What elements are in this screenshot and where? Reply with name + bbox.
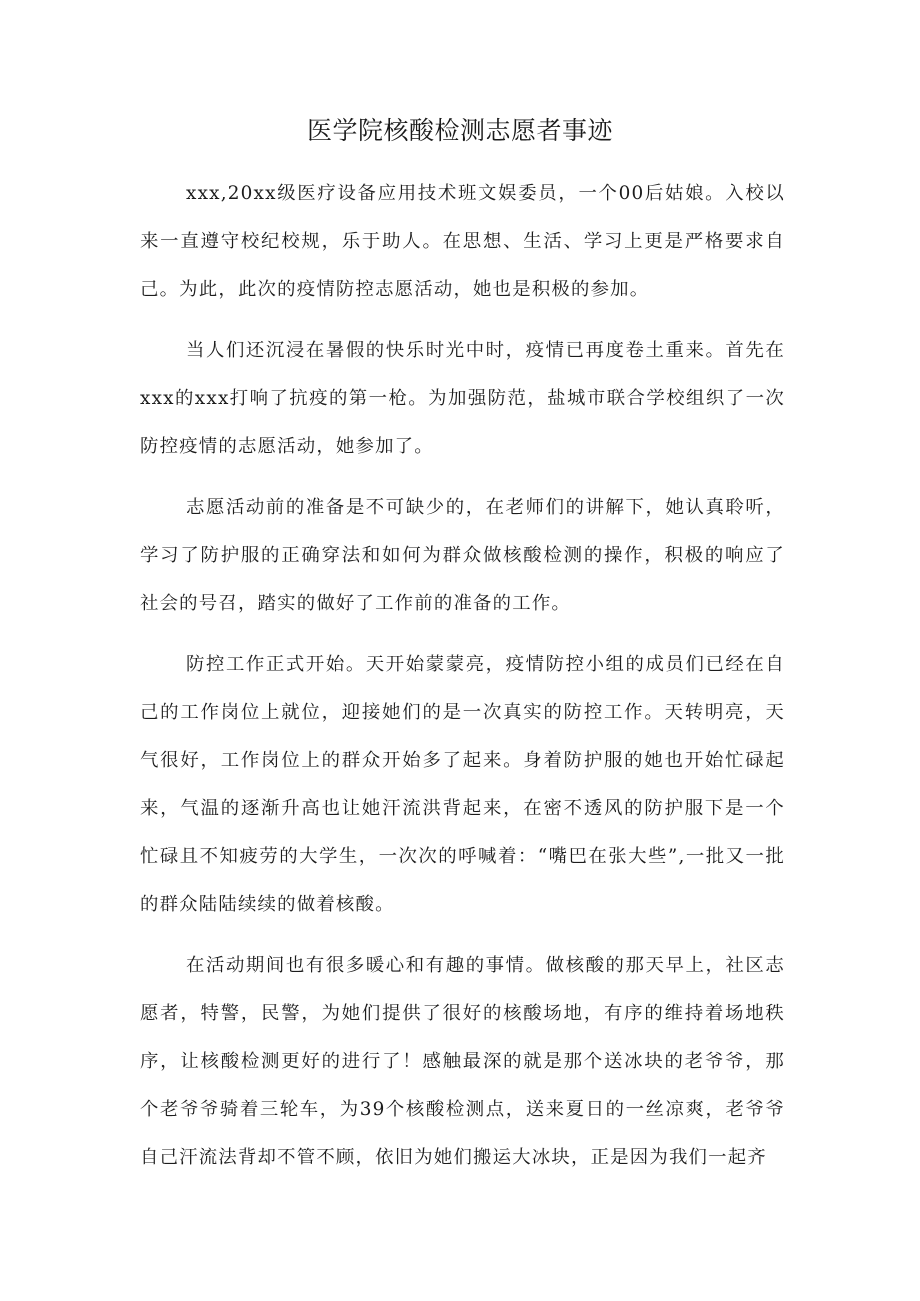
paragraph: 志愿活动前的准备是不可缺少的，在老师们的讲解下，她认真聆听，学习了防护服的正确穿法和如何为群众做核酸检测的操作，积极的响应了社会的号召，踏实的做好了工作前的准备的工作。 — [140, 497, 785, 614]
paragraph: xxx,20xx级医疗设备应用技术班文娱委员，一个00后姑娘。入校以来一直遵守校纪校规，乐于助人。在思想、生活、学习上更是严格要求自己。为此，此次的疫情防控志愿活动，她也是积极的参加。 — [140, 183, 785, 300]
paragraph: 当人们还沉浸在暑假的快乐时光中时，疫情已再度卷土重来。首先在xxx的xxx打响了抗疫的第一枪。为加强防范，盐城市联合学校组织了一次防控疫情的志愿活动，她参加了。 — [140, 340, 785, 457]
document-title: 医学院核酸检测志愿者事迹 — [306, 116, 613, 145]
paragraph: 防控工作正式开始。天开始蒙蒙亮，疫情防控小组的成员们已经在自己的工作岗位上就位，迎接她们的是一次真实的防控工作。天转明亮，天气很好，工作岗位上的群众开始多了起来。身着防护服的她也开始忙碌起来，气温的逐渐升高也让她汗流洪背起来，在密不透风的防护服下是一个忙碌且不知疲劳的大学生，一次次的呼喊着：“嘴巴在张大些”,一批又一批的群众陆陆续续的做着核酸。 — [140, 654, 785, 915]
document-body — [140, 170, 785, 1195]
paragraph: 在活动期间也有很多暖心和有趣的事情。做核酸的那天早上，社区志愿者，特警，民警，为她们提供了很好的核酸场地，有序的维持着场地秩序，让核酸检测更好的进行了！感触最深的就是那个送冰块的老爷爷，那个老爷爷骑着三轮车，为39个核酸检测点，送来夏日的一丝凉爽，老爷爷自己汗流法背却不管不顾，依旧为她们搬运大冰块，正是因为我们一起齐 — [140, 955, 785, 1168]
